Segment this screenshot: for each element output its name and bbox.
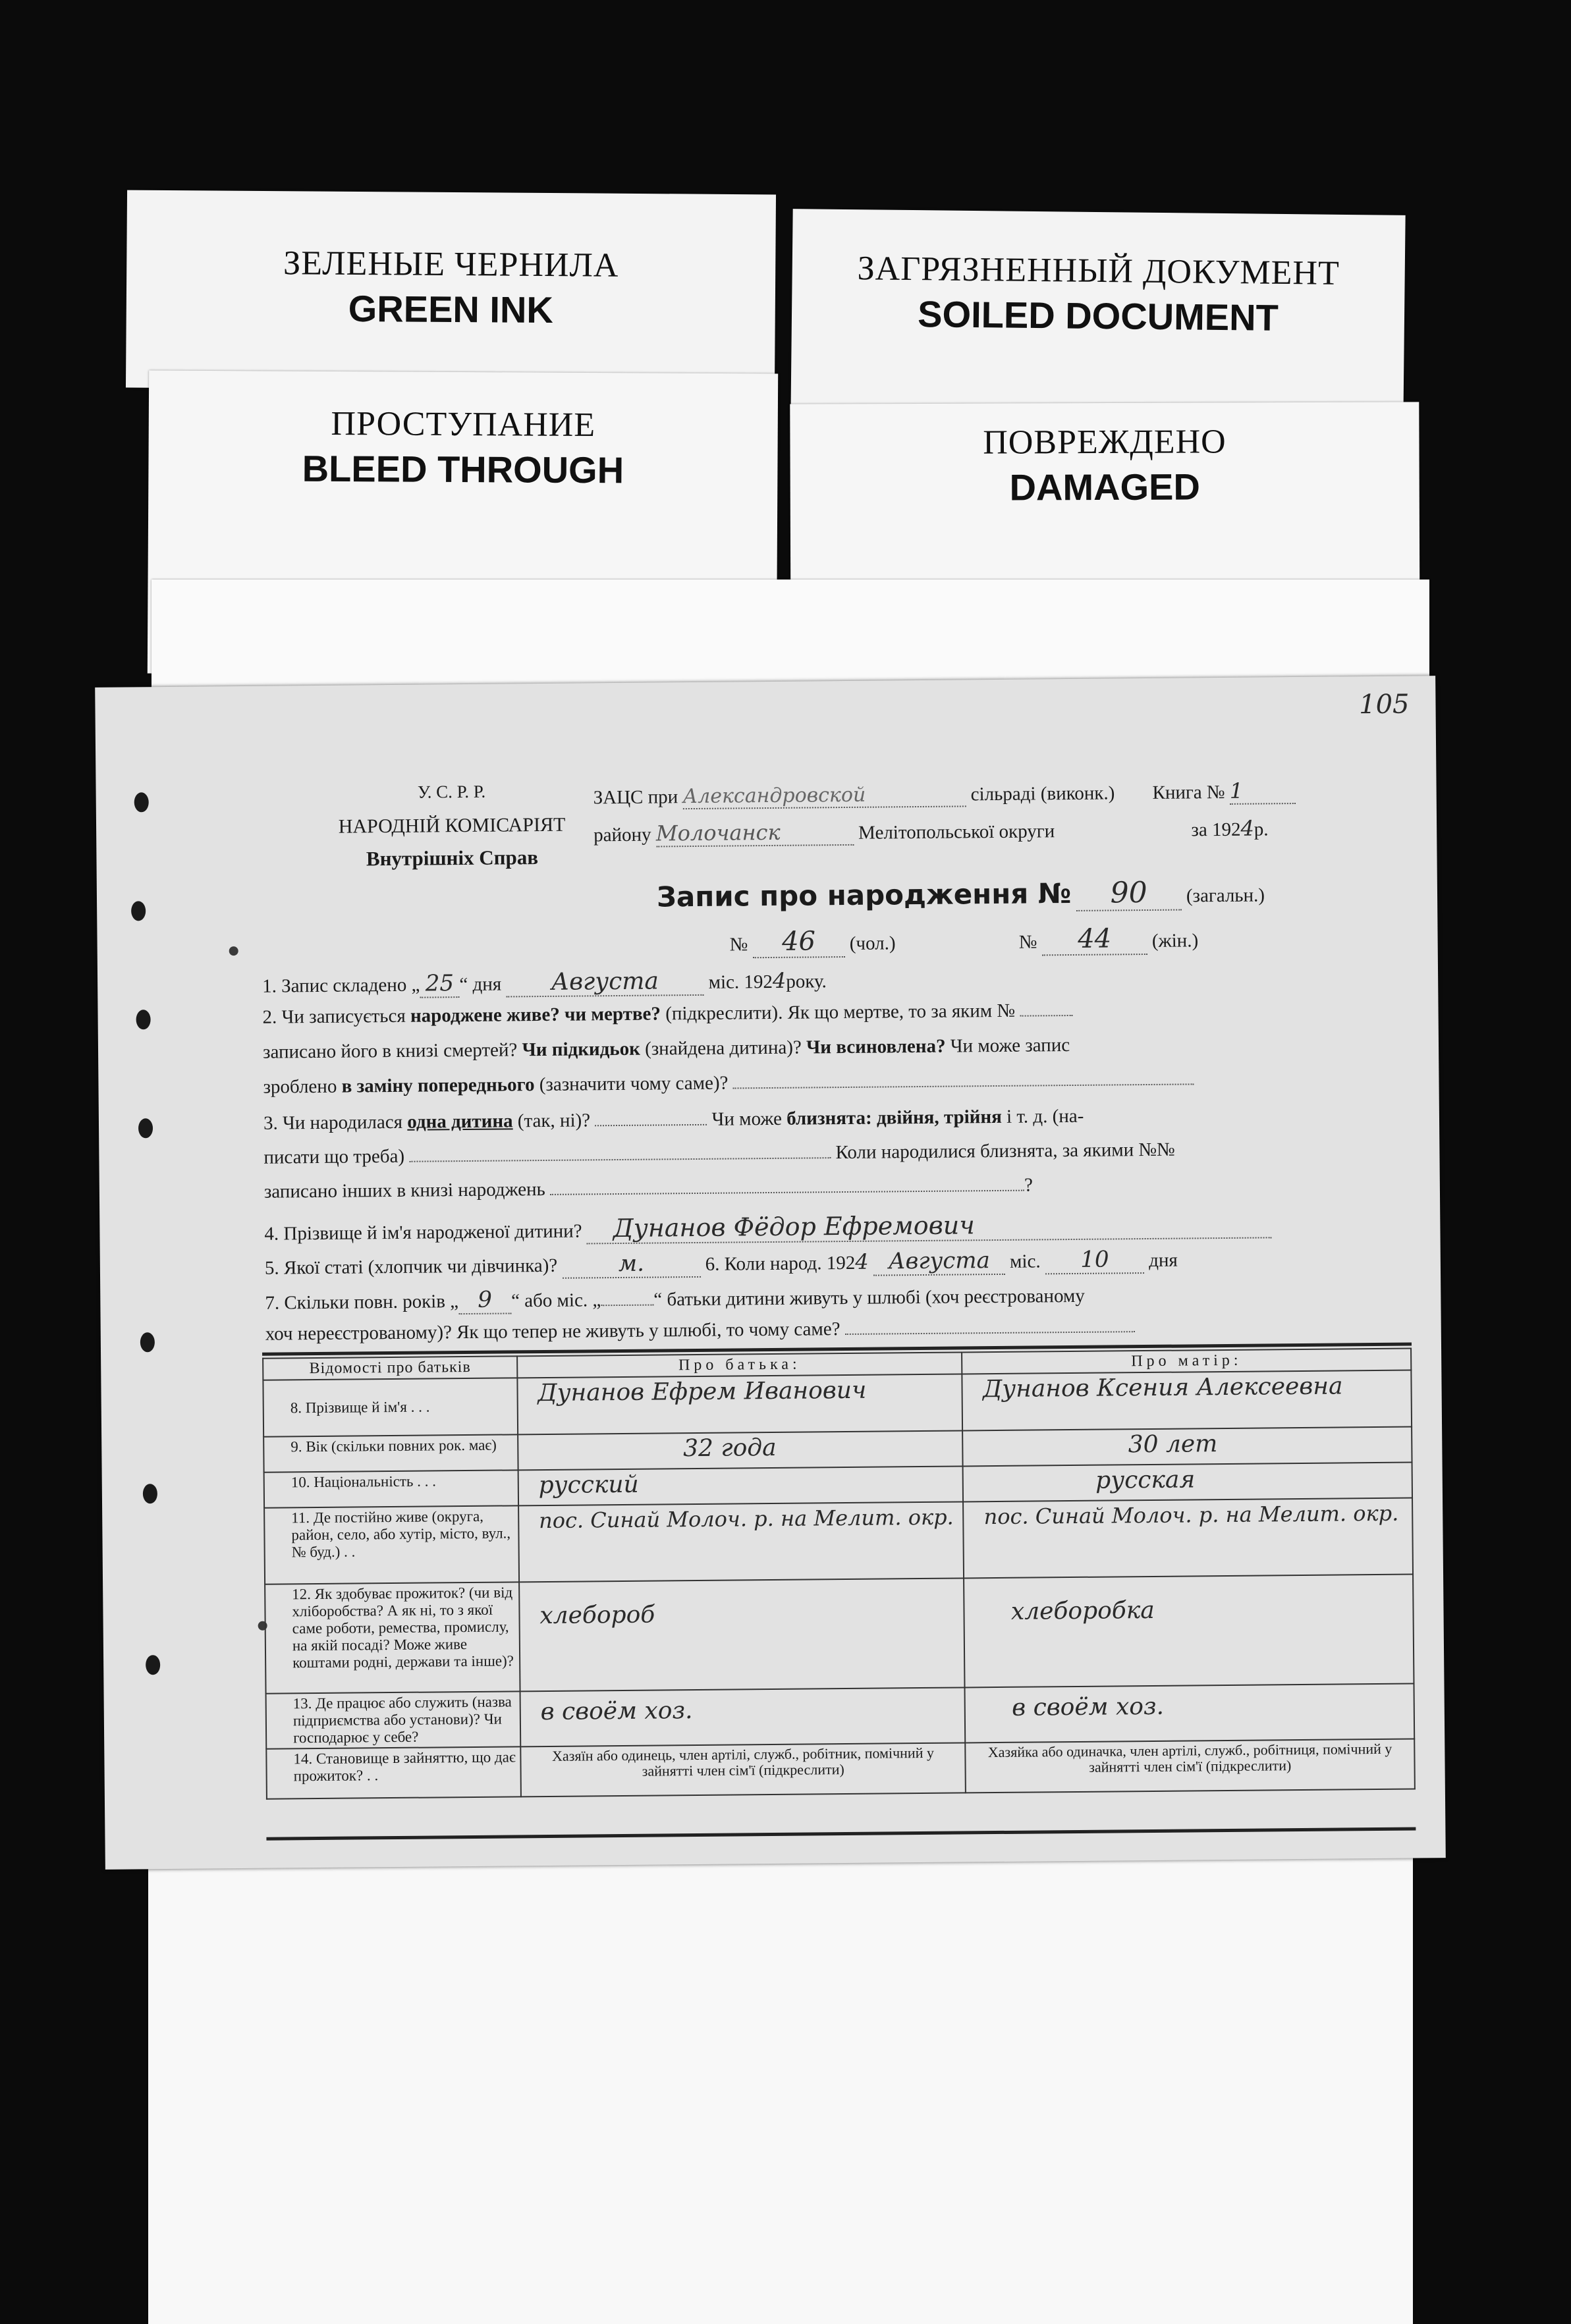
title-line [657,875,1265,915]
female-label: (жін.) [1151,930,1199,952]
internal-affairs-label: Внутрішніх Справ [366,846,539,871]
table-bottom-rule [266,1827,1416,1840]
parents-table [262,1348,1416,1800]
soiled-en: SOILED DOCUMENT [917,293,1279,338]
question-7-line-1 [265,1282,1085,1316]
father-age: 32 года [518,1430,963,1470]
punch-hole [131,901,146,921]
question-4 [264,1208,1272,1247]
row-label: 13. Де працює або служить (назва підприємства або установи)? Чи господарює у себе? [266,1691,521,1748]
mother-nationality: русская [963,1463,1412,1502]
soiled-document-card [790,209,1405,426]
row-label: 12. Як здобуває прожиток? (чи від хліборобства? А як ні, то з якої саме роботи, ремества, промислу, на якій посаді? Може живе коштами родні, держави та інше)? [265,1582,520,1693]
q2-text-h: Чи може запис [950,1035,1070,1057]
row-label: 11. Де постійно живе (округа, район, село, або хутір, місто, вул., № буд.) . . [264,1505,519,1584]
question-3-line-2 [263,1139,1175,1169]
mother-residence: пос. Синай Молоч. р. на Мелит. окр. [963,1498,1413,1579]
q6-day: 10 [1045,1246,1144,1274]
q2-text-f: (знайдена дитина)? [644,1037,802,1060]
zags-value: Александровской [682,782,966,809]
punch-hole [136,1010,150,1029]
district-line [593,815,1269,848]
question-2-line-1 [262,997,1408,1029]
green-ink-en: GREEN INK [348,287,554,331]
header-info: Відомості про батьків [263,1356,517,1380]
bleed-en: BLEED THROUGH [302,447,624,491]
q7-text-b: “ або міс. „ [510,1289,601,1312]
father-occupation: хлебороб [519,1578,965,1691]
child-sex: м. [562,1250,700,1279]
number-female: 44 [1041,923,1147,956]
punch-hole [146,1655,160,1675]
male-label: (чол.) [849,932,896,954]
q2-text-d: записано його в книзі смертей? [262,1039,518,1063]
soiled-ru: ЗАГРЯЗНЕННЫЙ ДОКУМЕНТ [857,250,1340,292]
question-1 [262,966,827,999]
bleed-ru: ПРОСТУПАНИЕ [331,404,596,445]
year-label: за 192 [1191,819,1241,841]
q3-twins-field [409,1157,831,1162]
q1-year: 4 [772,967,786,993]
damaged-ru: ПОВРЕЖДЕНО [983,423,1226,462]
book-label: Книга № [1152,781,1225,803]
q2-text-a: 2. Чи записується [262,1005,406,1028]
page-title: Запис про народження № [656,877,1072,913]
q3-text-a: 3. Чи народилася [263,1111,403,1134]
table-row [263,1370,1412,1437]
commissariat-label: НАРОДНІЙ КОМІСАРІЯТ [338,813,566,838]
q2-text-e: Чи підкидьок [522,1038,641,1061]
question-5-6 [265,1246,1178,1282]
q3-text-h: Коли народилися близнята, за якими №№ [835,1139,1175,1164]
q2-text-j: в заміну попереднього [341,1074,535,1097]
q7-text-a: 7. Скільки повн. років „ [265,1291,459,1314]
row-label: 14. Становище в зайняттю, що дає прожиток? . . [266,1746,520,1798]
zags-line [593,778,1296,810]
q3-text-b: одна дитина [407,1110,513,1133]
q7-text-c: “ батьки дитини живуть у шлюбі (хоч реєстрованому [653,1285,1085,1311]
question-2-line-2 [263,1035,1070,1064]
q2-text-c: (підкреслити). Як що мертве, то за яким № [665,1000,1016,1025]
q3-text-i: записано інших в книзі народжень [263,1178,545,1203]
q5-label: 5. Якої статі (хлопчик чи дівчинка)? [264,1255,558,1279]
q4-label: 4. Прізвище й ім'я народженої дитини? [264,1220,582,1245]
punch-hole [140,1332,155,1352]
q1-text-b: “ дня [459,973,502,996]
question-2-line-3 [263,1068,1194,1098]
q6-month: Августа [873,1247,1005,1276]
district-label: району [593,824,651,846]
mother-workplace: в своём хоз. [965,1683,1414,1743]
q2-text-b: народжене живе? чи мертве? [410,1003,661,1027]
question-7-line-2 [265,1316,1135,1345]
father-residence: пос. Синай Молоч. р. на Мелит. окр. [518,1501,964,1582]
number-male: 46 [752,926,844,958]
district-suffix: Мелітопольської округи [858,821,1055,844]
table-row [265,1575,1414,1694]
mother-age: 30 лет [963,1427,1412,1467]
mother-occupation: хлеборобка [964,1575,1414,1688]
q3-text-d: Чи може [711,1108,783,1130]
q2-reason-field [733,1083,1194,1089]
q7-reason-field [845,1331,1135,1335]
question-3-line-3: записано інших в книзі народжень ? [263,1174,1034,1203]
district-value: Молочанск [656,819,854,848]
number-line [729,923,1198,958]
birth-record-form [95,676,1446,1870]
q2-death-number [1020,1015,1072,1017]
q7-months [601,1305,653,1307]
q2-text-g: Чи всиновлена? [806,1035,946,1058]
q6-year: 4 [855,1249,869,1274]
q6-text-c: дня [1148,1249,1178,1271]
page-number: 105 [1358,689,1410,720]
general-label: (загальн.) [1186,884,1265,907]
backing-sheet [148,1818,1413,2324]
question-3-line-1 [263,1106,1084,1135]
q1-text-c: міс. 192 [708,971,773,993]
row-label: 10. Національність . . . [264,1470,518,1507]
q3-text-g: писати що треба) [263,1145,405,1168]
q3-other-field [550,1190,1024,1195]
green-ink-card [126,190,776,392]
father-name: Дунанов Ефрем Иванович [517,1374,962,1434]
q6-text-a: 6. Коли народ. 192 [705,1252,856,1275]
father-status: Хазяїн або одинець, член артілі, служб., робітник, помічний у зайнятті член сім'ї (підкреслити) [520,1743,966,1797]
header-father: Про батька: [517,1352,962,1378]
q7-text-d: хоч нереєстрованому)? Як що тепер не живуть у шлюбі, то чому саме? [265,1318,841,1345]
q3-text-c: (так, ні)? [517,1110,591,1132]
q3-single-field [595,1124,707,1126]
mother-name: Дунанов Ксения Алексеевна [962,1370,1412,1431]
num-label-male: № [729,934,748,956]
q3-text-f: і т. д. (на- [1006,1105,1084,1127]
q3-text-e: близнята: двійня, трійня [786,1106,1002,1129]
num-label-female: № [1018,931,1037,953]
row-label: 9. Вік (скільки повних рок. має) [263,1434,518,1472]
father-workplace: в своём хоз. [520,1687,965,1746]
year-value: 4 [1240,815,1254,841]
table-row [266,1739,1415,1798]
punch-hole [138,1118,153,1138]
q1-day: 25 [420,970,459,998]
header-mother: Про матір: [962,1349,1411,1374]
child-name: Дунанов Фёдор Ефремович [587,1208,1272,1244]
number-general: 90 [1076,876,1181,911]
punch-hole [134,792,149,812]
father-nationality: русский [518,1466,963,1505]
green-ink-ru: ЗЕЛЕНЫЕ ЧЕРНИЛА [283,244,619,284]
zags-prefix: ЗАЦС при [593,786,678,809]
q7-years: 9 [458,1286,511,1314]
q1-text-d: року. [786,971,827,992]
year-suffix: р. [1254,819,1269,840]
ussr-label: У. С. Р. Р. [417,781,486,802]
q2-text-i: зроблено [263,1075,337,1098]
q6-text-b: міс. [1009,1251,1041,1272]
book-value: 1 [1230,778,1296,805]
mother-status: Хазяйка або одиначка, член артілі, служб., робітниця, помічний у зайнятті член сім'ї (підкреслити) [966,1739,1415,1793]
table-row [266,1683,1415,1748]
punch-hole [143,1484,157,1503]
q2-text-k: (зазначити чому саме)? [539,1072,729,1096]
zags-suffix: сільраді (виконк.) [970,782,1115,805]
table-row [264,1498,1413,1584]
q1-month: Августа [506,967,703,998]
row-label: 8. Прізвище й ім'я . . . [263,1378,518,1436]
q1-text-a: 1. Запис складено „ [262,974,420,997]
ink-spot [229,946,238,956]
damaged-en: DAMAGED [1009,466,1200,508]
